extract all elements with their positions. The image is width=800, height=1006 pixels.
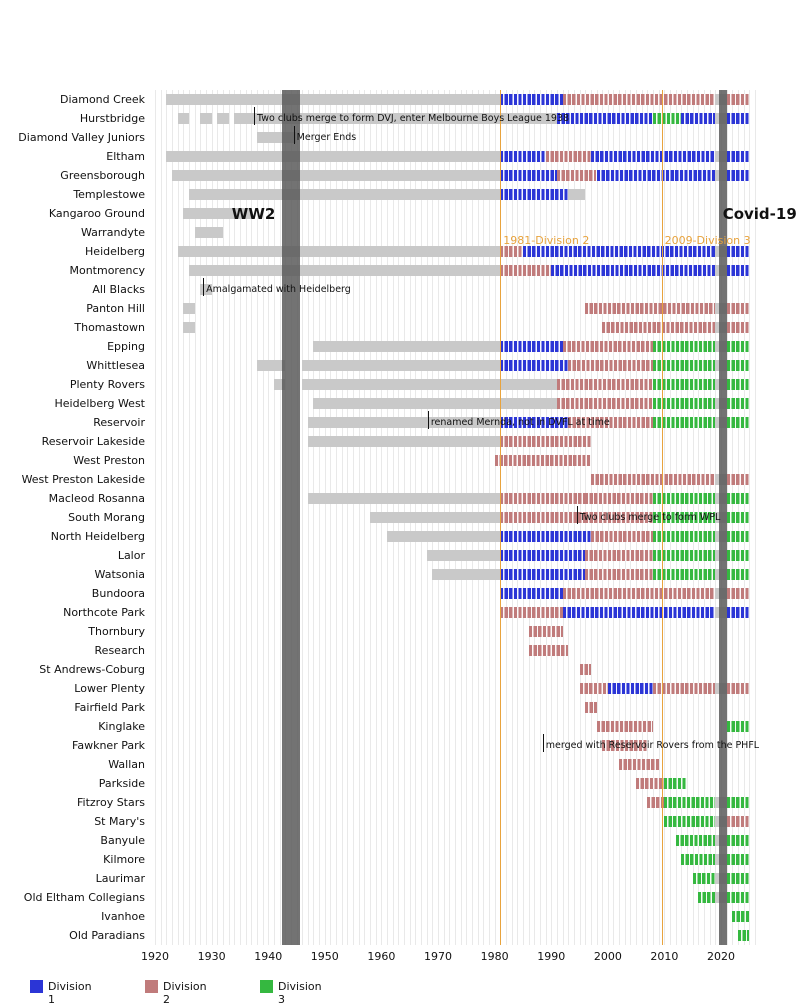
y-axis-tick-label: Bundoora bbox=[91, 586, 145, 600]
timeline-segment bbox=[200, 113, 211, 124]
grid-line bbox=[342, 90, 343, 945]
timeline-segment bbox=[727, 550, 750, 561]
timeline-segment bbox=[727, 151, 750, 162]
y-axis-tick-label: Fawkner Park bbox=[72, 738, 145, 752]
y-axis-tick-label: Hurstbridge bbox=[79, 111, 145, 125]
timeline-segment bbox=[500, 607, 562, 618]
timeline-segment bbox=[727, 303, 750, 314]
timeline-segment bbox=[732, 911, 749, 922]
timeline-segment bbox=[727, 721, 750, 732]
timeline-segment bbox=[195, 227, 223, 238]
y-axis-tick-label: Old Eltham Collegians bbox=[23, 890, 145, 904]
timeline-segment bbox=[727, 873, 750, 884]
grid-line bbox=[172, 90, 173, 945]
timeline-segment bbox=[698, 892, 715, 903]
annotation-tick bbox=[203, 278, 204, 296]
annotation-tick bbox=[577, 506, 578, 524]
timeline-segment bbox=[557, 379, 653, 390]
annotation-tick bbox=[254, 107, 255, 125]
timeline-segment bbox=[727, 816, 750, 827]
grid-line bbox=[155, 90, 156, 945]
y-axis-tick-label: South Morang bbox=[68, 510, 145, 524]
timeline-segment bbox=[727, 246, 750, 257]
timeline-segment bbox=[580, 683, 608, 694]
timeline-segment bbox=[183, 303, 194, 314]
y-axis-tick-label: Thornbury bbox=[88, 624, 145, 638]
y-axis-tick-label: Reservoir bbox=[93, 415, 145, 429]
y-axis-tick-label: Whittlesea bbox=[86, 358, 145, 372]
timeline-segment bbox=[727, 531, 750, 542]
timeline-segment bbox=[727, 892, 750, 903]
x-axis-tick-label: 2010 bbox=[650, 950, 679, 963]
annotation-label: Merger Ends bbox=[296, 131, 357, 143]
timeline-segment bbox=[178, 246, 501, 257]
timeline-segment bbox=[727, 322, 750, 333]
era-label: Covid-19 bbox=[722, 205, 797, 224]
y-axis-tick-label: Wallan bbox=[108, 757, 145, 771]
legend-swatch bbox=[145, 980, 158, 993]
timeline-segment bbox=[529, 626, 563, 637]
timeline-segment bbox=[495, 455, 591, 466]
timeline-segment bbox=[313, 341, 500, 352]
y-axis-tick-label: Fairfield Park bbox=[74, 700, 145, 714]
y-axis-tick-label: Heidelberg bbox=[85, 244, 145, 258]
y-axis-tick-label: Kilmore bbox=[103, 852, 145, 866]
y-axis-tick-label: All Blacks bbox=[92, 282, 145, 296]
grid-line bbox=[347, 90, 348, 945]
timeline-segment bbox=[313, 398, 556, 409]
y-axis-tick-label: Greensborough bbox=[60, 168, 145, 182]
x-axis-tick-label: 1950 bbox=[310, 950, 339, 963]
timeline-segment bbox=[585, 493, 653, 504]
timeline-segment bbox=[500, 493, 585, 504]
timeline-segment bbox=[664, 816, 715, 827]
timeline-segment bbox=[551, 265, 715, 276]
timeline-segment bbox=[557, 398, 653, 409]
timeline-segment bbox=[727, 360, 750, 371]
timeline-segment bbox=[500, 189, 568, 200]
y-axis-tick-label: West Preston bbox=[73, 453, 145, 467]
y-axis-tick-label: Epping bbox=[107, 339, 145, 353]
timeline-segment bbox=[591, 531, 653, 542]
y-axis-tick-label: Northcote Park bbox=[63, 605, 145, 619]
timeline-segment bbox=[308, 493, 500, 504]
timeline-segment bbox=[727, 417, 750, 428]
grid-line bbox=[302, 90, 303, 945]
y-axis-tick-label: Research bbox=[94, 643, 145, 657]
x-axis-tick-label: 1980 bbox=[480, 950, 509, 963]
y-axis-tick-label: North Heidelberg bbox=[50, 529, 145, 543]
annotation-label: merged with Reservoir Rovers from the PHFL bbox=[545, 739, 760, 751]
timeline-segment bbox=[500, 94, 562, 105]
timeline-segment bbox=[727, 588, 750, 599]
division-marker-label: 2009-Division 3 bbox=[664, 233, 751, 247]
y-axis-tick-label: Heidelberg West bbox=[54, 396, 145, 410]
grid-line bbox=[313, 90, 314, 945]
timeline-segment bbox=[529, 645, 569, 656]
timeline-segment bbox=[727, 493, 750, 504]
timeline-segment bbox=[500, 170, 557, 181]
timeline-segment bbox=[568, 360, 653, 371]
timeline-segment bbox=[664, 778, 687, 789]
annotation-tick bbox=[294, 126, 295, 144]
x-axis-tick-label: 1930 bbox=[197, 950, 226, 963]
grid-line bbox=[364, 90, 365, 945]
legend-swatch bbox=[260, 980, 273, 993]
y-axis-tick-label: St Mary's bbox=[94, 814, 145, 828]
x-axis-tick-label: 1990 bbox=[537, 950, 566, 963]
timeline-segment bbox=[500, 246, 523, 257]
y-axis-tick-label: Panton Hill bbox=[86, 301, 145, 315]
timeline-segment bbox=[727, 94, 750, 105]
timeline-segment bbox=[591, 474, 716, 485]
grid-line bbox=[325, 90, 326, 945]
timeline-segment bbox=[727, 512, 750, 523]
timeline-segment bbox=[608, 683, 653, 694]
timeline-segment bbox=[727, 797, 750, 808]
timeline-segment bbox=[591, 151, 716, 162]
timeline-segment bbox=[727, 170, 750, 181]
y-axis-tick-label: Kinglake bbox=[98, 719, 145, 733]
grid-line bbox=[319, 90, 320, 945]
era-band bbox=[282, 90, 300, 945]
timeline-segment bbox=[585, 303, 715, 314]
timeline-segment bbox=[727, 569, 750, 580]
timeline-segment bbox=[727, 607, 750, 618]
timeline-segment bbox=[557, 113, 653, 124]
y-axis-tick-label: Warrandyte bbox=[80, 225, 145, 239]
legend-swatch bbox=[30, 980, 43, 993]
timeline-segment bbox=[568, 189, 585, 200]
timeline-segment bbox=[727, 835, 750, 846]
timeline-segment bbox=[500, 265, 551, 276]
grid-line bbox=[178, 90, 179, 945]
timeline-segment bbox=[653, 113, 681, 124]
timeline-segment bbox=[500, 512, 585, 523]
timeline-segment bbox=[693, 873, 716, 884]
timeline-segment bbox=[302, 379, 557, 390]
timeline-segment bbox=[636, 778, 664, 789]
division-marker-line bbox=[500, 90, 501, 945]
timeline-segment bbox=[563, 588, 716, 599]
timeline-segment bbox=[500, 569, 585, 580]
timeline-segment bbox=[727, 379, 750, 390]
y-axis-tick-label: Lalor bbox=[117, 548, 145, 562]
x-axis-tick-label: 1940 bbox=[254, 950, 283, 963]
annotation-tick bbox=[428, 411, 429, 429]
timeline-segment bbox=[500, 550, 585, 561]
y-axis-tick-label: Eltham bbox=[106, 149, 145, 163]
timeline-segment bbox=[681, 113, 715, 124]
grid-line bbox=[336, 90, 337, 945]
timeline-segment bbox=[183, 322, 194, 333]
annotation-label: Amalgamated with Heidelberg bbox=[206, 283, 351, 295]
y-axis-tick-label: West Preston Lakeside bbox=[21, 472, 145, 486]
x-axis-tick-label: 2020 bbox=[707, 950, 736, 963]
annotation-label: Two clubs merge to form WPL bbox=[579, 511, 721, 523]
y-axis-tick-label: Thomastown bbox=[74, 320, 145, 334]
timeline-segment bbox=[432, 569, 500, 580]
timeline-segment bbox=[189, 189, 500, 200]
timeline-segment bbox=[580, 664, 591, 675]
timeline-segment bbox=[172, 170, 500, 181]
y-axis-tick-label: St Andrews-Coburg bbox=[39, 662, 145, 676]
timeline-segment bbox=[302, 360, 325, 371]
annotation-label: renamed Mernda, not in DVFL at time bbox=[430, 416, 610, 428]
timeline-segment bbox=[681, 854, 715, 865]
timeline-segment bbox=[166, 151, 500, 162]
timeline-segment bbox=[664, 797, 715, 808]
grid-line bbox=[330, 90, 331, 945]
timeline-segment bbox=[563, 341, 654, 352]
timeline-segment bbox=[427, 550, 501, 561]
y-axis-tick-label: Fitzroy Stars bbox=[77, 795, 145, 809]
timeline-segment bbox=[727, 341, 750, 352]
y-axis-tick-label: Plenty Rovers bbox=[69, 377, 145, 391]
timeline-segment bbox=[727, 683, 750, 694]
timeline-segment bbox=[563, 94, 716, 105]
y-axis-tick-label: Lower Plenty bbox=[74, 681, 145, 695]
y-axis-tick-label: Kangaroo Ground bbox=[48, 206, 145, 220]
x-axis-tick-label: 2000 bbox=[593, 950, 622, 963]
y-axis-tick-label: Parkside bbox=[98, 776, 145, 790]
timeline-segment bbox=[727, 398, 750, 409]
timeline-segment bbox=[166, 94, 500, 105]
y-axis-tick-label: Templestowe bbox=[73, 187, 145, 201]
legend-label: Division 1 bbox=[48, 980, 92, 1006]
timeline-segment bbox=[387, 531, 500, 542]
timeline-segment bbox=[189, 265, 500, 276]
x-axis-tick-label: 1970 bbox=[424, 950, 453, 963]
y-axis-tick-label: Reservoir Lakeside bbox=[41, 434, 145, 448]
y-axis-tick-label: Macleod Rosanna bbox=[48, 491, 145, 505]
y-axis-tick-label: Montmorency bbox=[69, 263, 145, 277]
annotation-tick bbox=[543, 734, 544, 752]
timeline-segment bbox=[557, 170, 597, 181]
timeline-segment bbox=[619, 759, 659, 770]
y-axis-tick-label: Diamond Valley Juniors bbox=[18, 130, 145, 144]
grid-line bbox=[353, 90, 354, 945]
timeline-segment bbox=[727, 265, 750, 276]
timeline-segment bbox=[500, 588, 562, 599]
timeline-segment bbox=[738, 930, 749, 941]
timeline-segment bbox=[178, 113, 189, 124]
x-axis-tick-label: 1920 bbox=[141, 950, 169, 963]
y-axis-tick-label: Laurimar bbox=[95, 871, 145, 885]
timeline-segment bbox=[546, 151, 591, 162]
timeline-segment bbox=[727, 854, 750, 865]
timeline-segment bbox=[727, 113, 750, 124]
timeline-segment bbox=[727, 474, 750, 485]
timeline-segment bbox=[523, 246, 715, 257]
timeline-segment bbox=[597, 170, 716, 181]
timeline-segment bbox=[585, 702, 596, 713]
timeline-segment bbox=[308, 436, 500, 447]
timeline-segment bbox=[585, 550, 653, 561]
timeline-segment bbox=[585, 569, 653, 580]
timeline-segment bbox=[370, 512, 500, 523]
grid-line bbox=[359, 90, 360, 945]
legend-label: Division 3 bbox=[278, 980, 322, 1006]
timeline-segment bbox=[500, 531, 591, 542]
x-axis-tick-label: 1960 bbox=[367, 950, 396, 963]
timeline-segment bbox=[500, 341, 562, 352]
division-marker-label: 1981-Division 2 bbox=[503, 233, 590, 247]
grid-line bbox=[308, 90, 309, 945]
legend-label: Division 2 bbox=[163, 980, 207, 1006]
y-axis-tick-label: Ivanhoe bbox=[101, 909, 145, 923]
grid-line bbox=[166, 90, 167, 945]
timeline-segment bbox=[500, 151, 545, 162]
grid-line bbox=[161, 90, 162, 945]
era-label: WW2 bbox=[231, 205, 276, 224]
grid-line bbox=[280, 90, 281, 945]
y-axis-tick-label: Diamond Creek bbox=[59, 92, 145, 106]
timeline-segment bbox=[500, 360, 568, 371]
timeline-segment bbox=[563, 607, 716, 618]
y-axis-tick-label: Old Paradians bbox=[69, 928, 145, 942]
timeline-segment bbox=[597, 721, 654, 732]
timeline-segment bbox=[325, 360, 500, 371]
timeline-segment bbox=[500, 436, 591, 447]
y-axis-tick-label: Watsonia bbox=[94, 567, 145, 581]
annotation-label: Two clubs merge to form DVJ, enter Melbourne Boys League 1938 bbox=[257, 112, 570, 124]
timeline-segment bbox=[217, 113, 228, 124]
timeline-segment bbox=[602, 322, 715, 333]
timeline-segment bbox=[676, 835, 716, 846]
y-axis-tick-label: Banyule bbox=[100, 833, 145, 847]
